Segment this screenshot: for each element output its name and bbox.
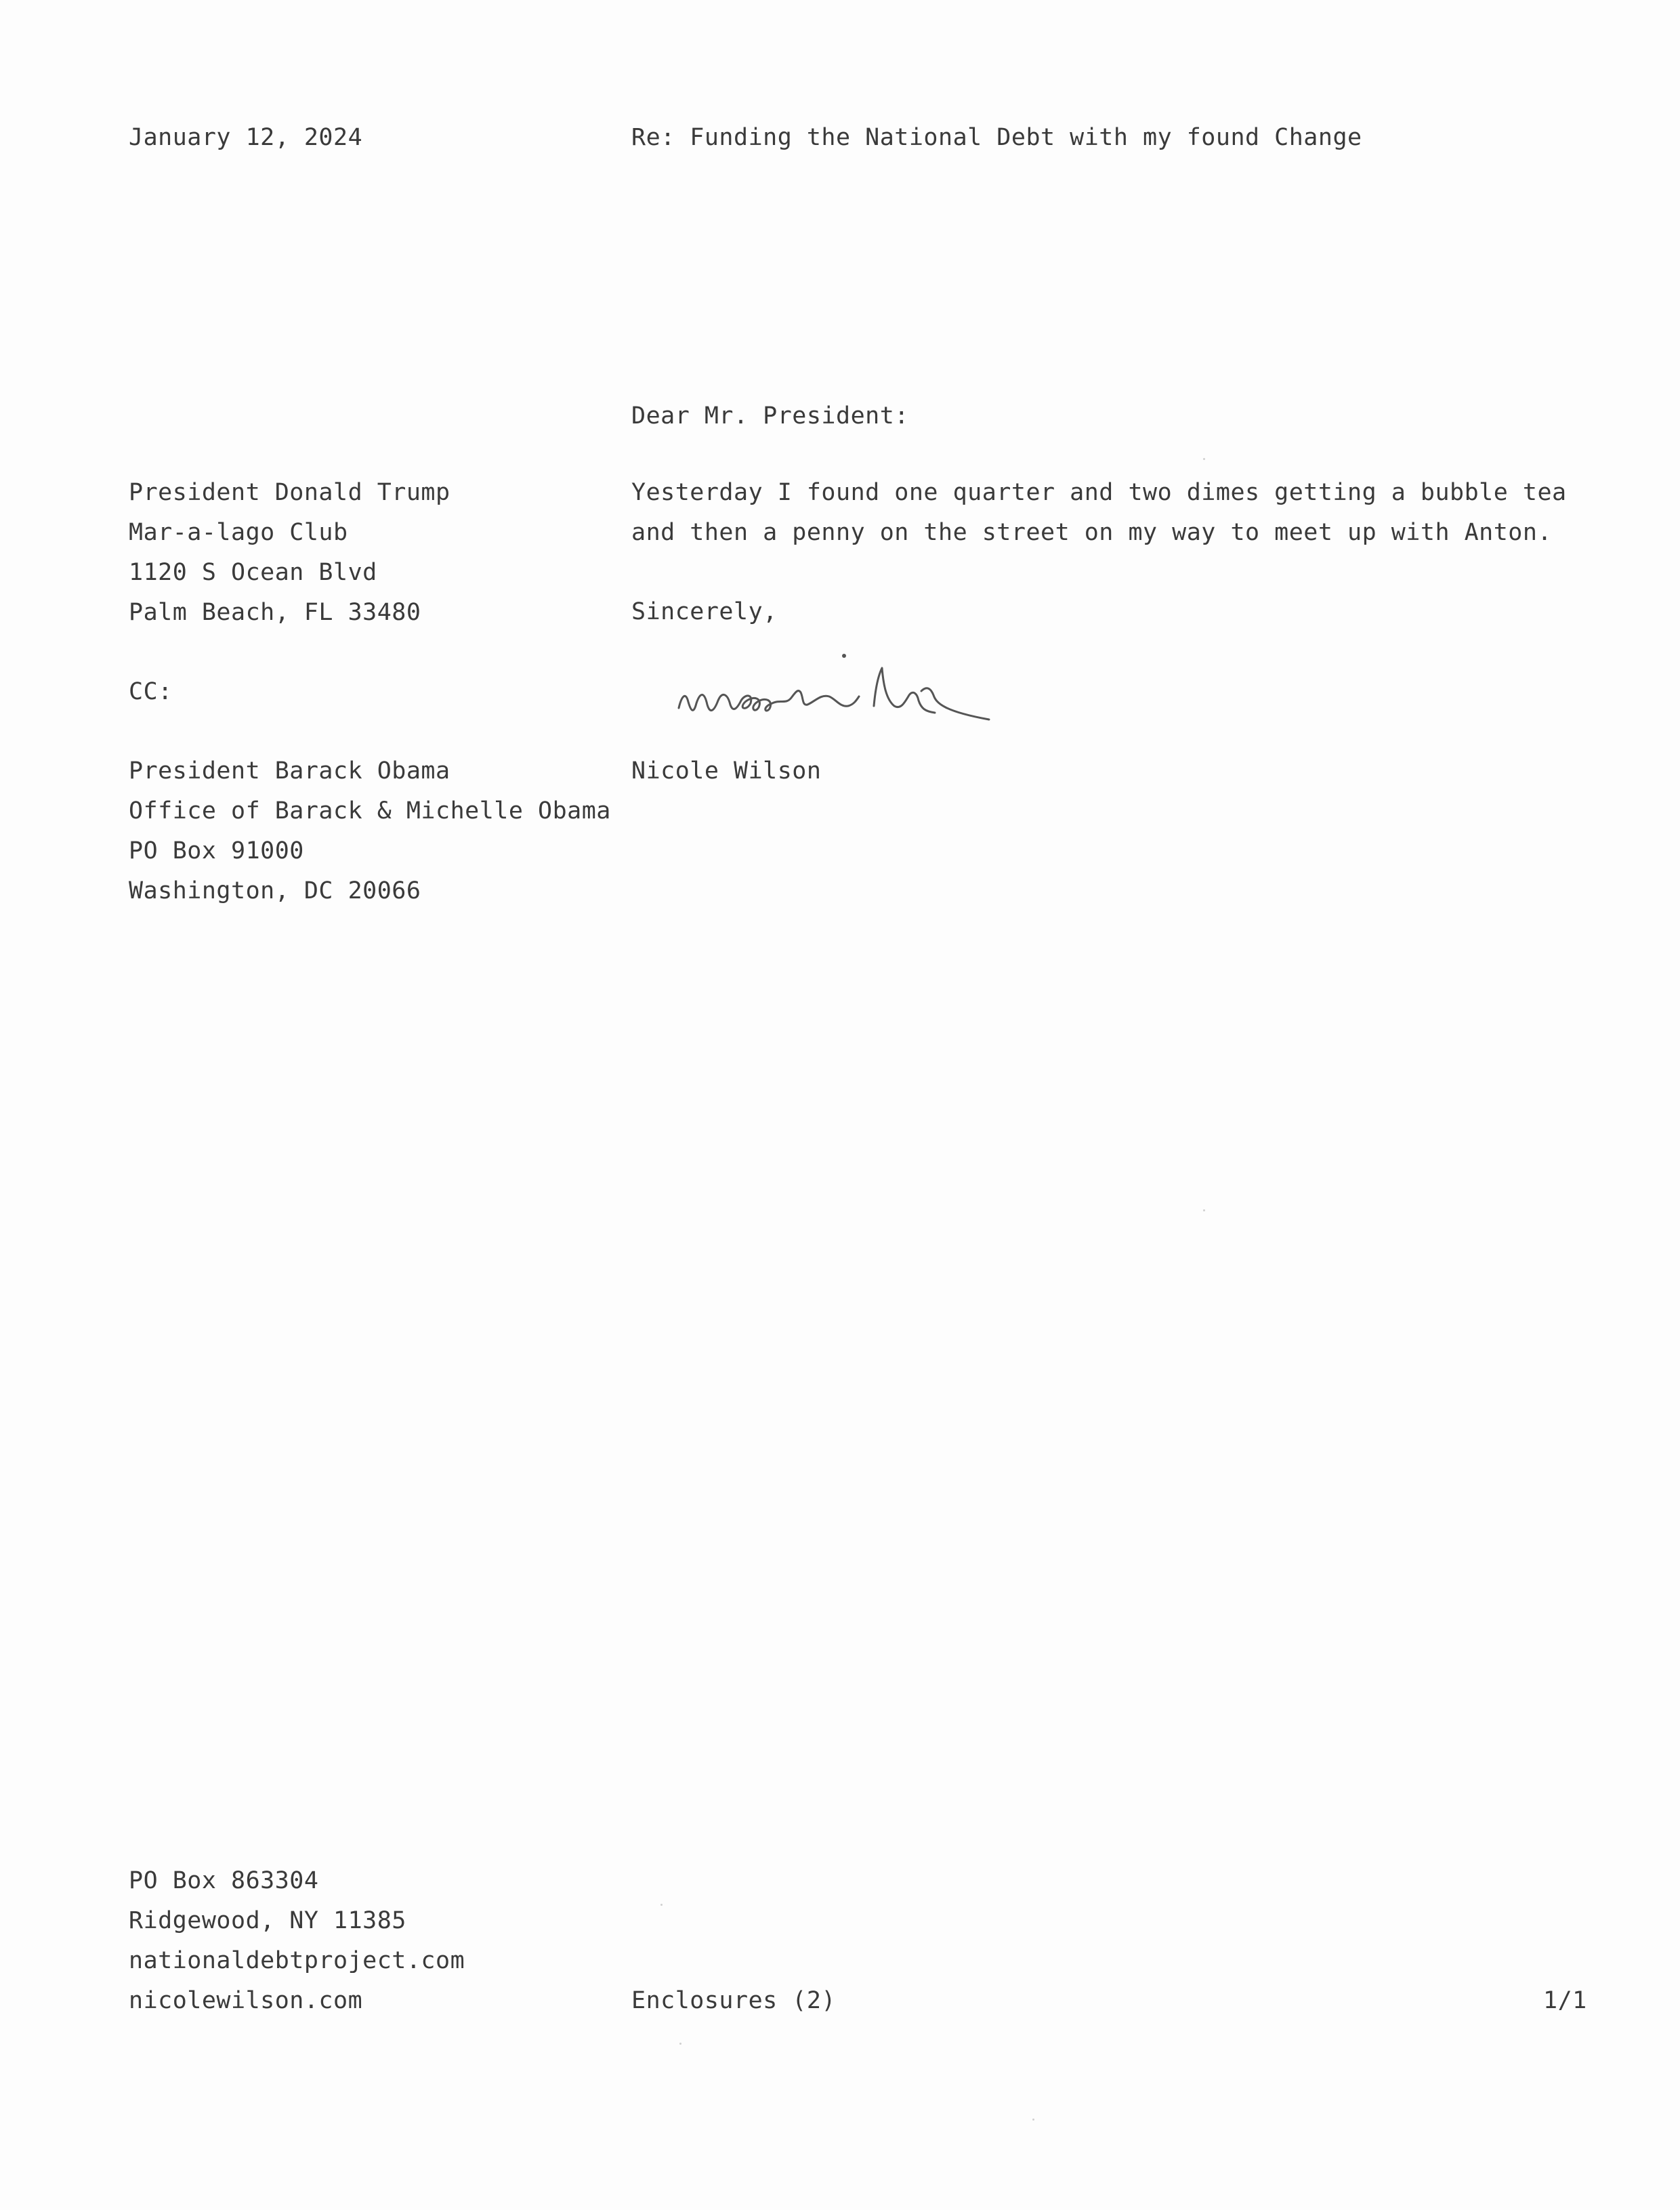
letter-body	[631, 473, 1567, 553]
page-number: 1/1	[1543, 1987, 1587, 2014]
scan-speck	[1032, 2119, 1034, 2121]
recipient-address	[129, 473, 450, 633]
scan-speck	[679, 2043, 681, 2045]
scan-speck	[1203, 1209, 1205, 1211]
body-line: and then a penny on the street on my way to meet up with Anton.	[631, 519, 1553, 546]
salutation: Dear Mr. President:	[631, 402, 909, 430]
recipient-line: Palm Beach, FL 33480	[129, 599, 421, 626]
sender-website: nationaldebtproject.com	[129, 1947, 465, 1974]
cc-line: Office of Barack & Michelle Obama	[129, 797, 611, 825]
sender-website: nicolewilson.com	[129, 1987, 363, 2014]
signature-image	[671, 644, 1023, 732]
enclosures-note: Enclosures (2)	[631, 1987, 837, 2014]
body-line: Yesterday I found one quarter and two dimes getting a bubble tea	[631, 479, 1567, 506]
letter-date: January 12, 2024	[129, 124, 363, 151]
scan-speck	[1203, 458, 1205, 460]
recipient-line: 1120 S Ocean Blvd	[129, 559, 377, 586]
scan-speck	[660, 1904, 663, 1906]
cc-address	[129, 751, 611, 911]
recipient-line: Mar-a-lago Club	[129, 519, 348, 546]
sender-line: PO Box 863304	[129, 1867, 319, 1894]
signer-name: Nicole Wilson	[631, 757, 822, 785]
letter-subject: Re: Funding the National Debt with my found Change	[631, 124, 1362, 151]
cc-line: Washington, DC 20066	[129, 877, 421, 904]
cc-line: President Barack Obama	[129, 757, 450, 785]
sender-line: Ridgewood, NY 11385	[129, 1907, 406, 1934]
cc-label: CC:	[129, 678, 173, 705]
closing: Sincerely,	[631, 598, 778, 625]
cc-line: PO Box 91000	[129, 837, 304, 864]
recipient-line: President Donald Trump	[129, 479, 450, 506]
sender-address	[129, 1861, 465, 2021]
